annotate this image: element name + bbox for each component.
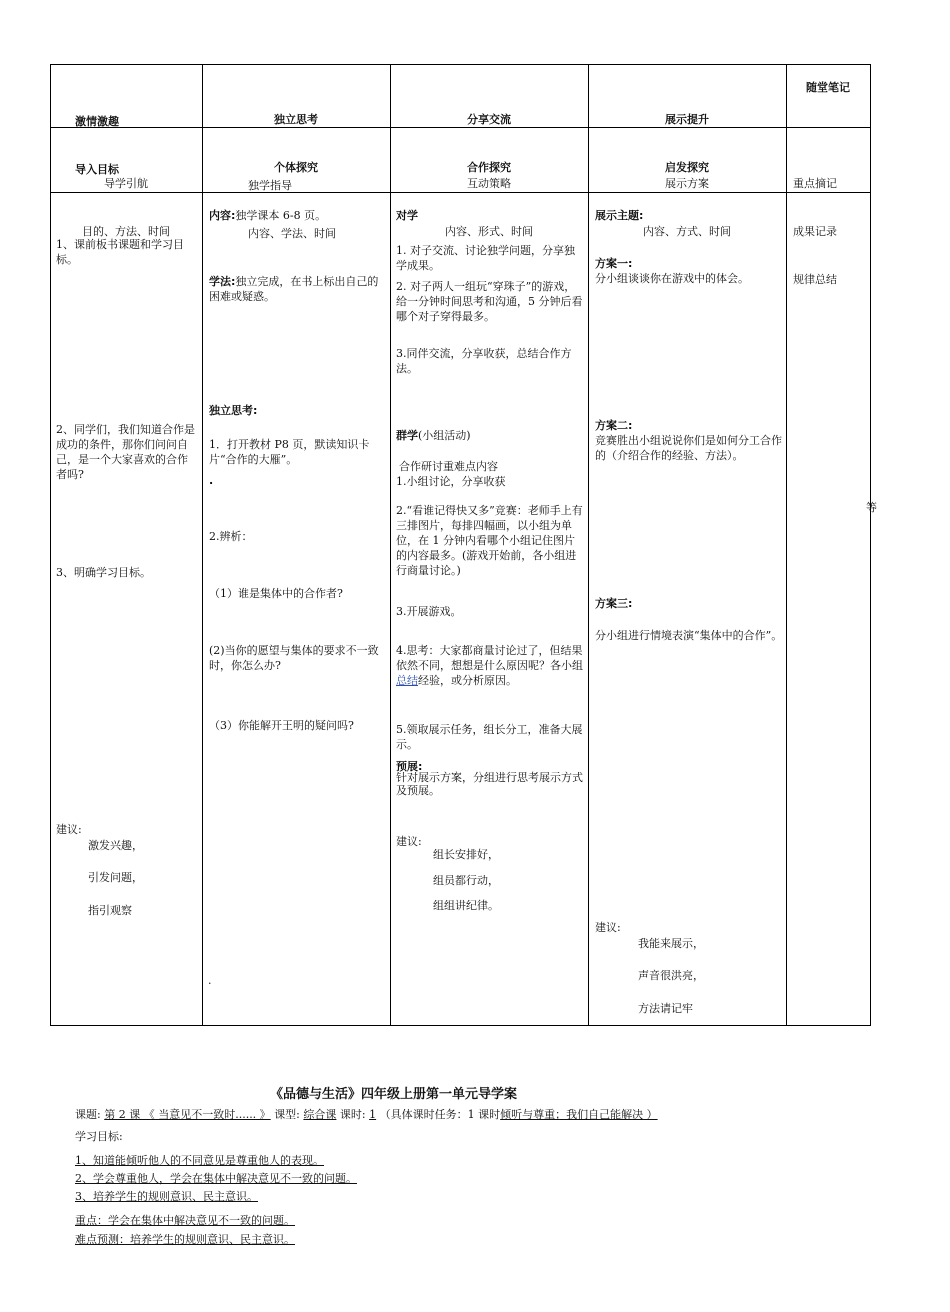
table-divider-col4	[786, 64, 787, 1026]
side-mark: 等	[866, 501, 877, 514]
col3-pair-label: 对学	[396, 209, 418, 222]
sub-col1-line1: 导学引航	[104, 177, 148, 190]
header-col4-line1: 展示提升	[665, 113, 709, 126]
col2-content	[209, 208, 385, 223]
header-col5: 随堂笔记	[806, 81, 850, 94]
col1-item2: 2、同学们，我们知道合作是成功的条件，那你们问问自己，是一个大家喜欢的合作者吗?	[56, 423, 195, 481]
col3-g0: 合作研讨重难点内容	[399, 460, 498, 473]
col3-advice-3: 组组讲纪律。	[433, 899, 499, 912]
sub-col4-line1: 展示方案	[665, 177, 709, 190]
col3-g4-text-b: 经验，或分析原因。	[418, 674, 517, 687]
col3-advice-1: 组长安排好，	[433, 848, 499, 861]
lesson-value: 第 2 课 《 当意见不一致时...... 》	[104, 1108, 271, 1121]
col4-theme-label: 展示主题:	[595, 209, 644, 222]
col2-q1: （1）谁是集体中的合作者?	[209, 587, 343, 600]
col2-content-text: 独学课本 6-8 页。	[235, 209, 327, 222]
tasks-value: 倾听与尊重；我们自己能解决 ）	[500, 1108, 658, 1121]
hours-value: 1	[369, 1108, 377, 1121]
col4-advice-2: 声音很洪亮，	[638, 969, 704, 982]
sub-col5-line1: 重点摘记	[793, 177, 837, 190]
header-col3-line2: 合作探究	[467, 161, 511, 174]
col3-pair3: 3.同伴交流，分享收获，总结合作方法。	[396, 347, 572, 375]
col2-method	[209, 274, 385, 304]
sub-col2-line2: 内容、学法、时间	[248, 227, 336, 240]
col1-advice-label: 建议:	[56, 823, 82, 836]
goals-label: 学习目标:	[75, 1130, 123, 1143]
table-border-bottom	[50, 1025, 871, 1026]
header-col1-line1: 激情激趣	[75, 115, 119, 128]
col3-pair2: 2. 对子两人一组玩“穿珠子”的游戏，给一分钟时间思考和沟通，5 分钟后看哪个对子穿得最多。	[396, 280, 583, 323]
col2-method-text: 独立完成，在书上标出自己的困难或疑惑。	[209, 275, 379, 303]
sub-col4	[588, 144, 786, 256]
col3-g4	[396, 643, 584, 688]
difficulty-point: 难点预测：培养学生的规则意识、民主意识。	[75, 1233, 295, 1246]
col4-advice-label: 建议:	[595, 921, 621, 934]
col1-trailing-dot: .	[208, 974, 212, 987]
sub-col5	[793, 144, 837, 304]
col2-q3: （3）你能解开王明的疑问吗?	[209, 719, 354, 732]
key-point: 重点：学会在集体中解决意见不一致的问题。	[75, 1214, 295, 1227]
hours-label: 课时:	[339, 1108, 366, 1121]
table-border-right	[870, 64, 871, 1026]
col1-advice-3: 指引观察	[88, 904, 132, 917]
col4-plan1: 分小组谈谈你在游戏中的体会。	[595, 272, 749, 285]
col3-pair1: 1. 对子交流、讨论独学问题，分享独学成果。	[396, 244, 575, 272]
col3-g3: 3.开展游戏。	[396, 605, 462, 618]
sub-col5-line3: 规律总结	[793, 273, 837, 286]
col4-advice-3: 方法请记牢	[638, 1002, 693, 1015]
col3-g2: 2.“看谁记得快又多”竞赛：老师手上有三排图片，每排四幅画，以小组为单位，在 1 分钟内看哪个小组记住图片的内容最多。(游戏开始前，各小组进行商量讨论。)	[396, 504, 583, 577]
col2-think2: 2.辨析：	[209, 530, 253, 543]
col4-advice-1: 我能来展示，	[638, 937, 704, 950]
col2-q2: (2)当你的愿望与集体的要求不一致时，你怎么办?	[209, 644, 379, 672]
col1-advice-1: 激发兴趣，	[88, 839, 143, 852]
col2-think1: 1．打开教材 P8 页，默读知识卡片“合作的大雁”。	[209, 438, 370, 466]
col3-group-sub: (小组活动)	[418, 429, 471, 442]
sub-col3	[390, 144, 588, 256]
col3-g4-text-a: 4.思考：大家都商量讨论过了，但结果依然不同，想想是什么原因呢？各小组	[396, 644, 583, 672]
col2-content-label: 内容:	[209, 209, 236, 222]
goal-2: 2、学会尊重他人，学会在集体中解决意见不一致的问题。	[75, 1172, 357, 1185]
col1-advice-2: 引发问题，	[88, 871, 143, 884]
header-col3-line1: 分享交流	[467, 113, 511, 126]
lesson-label: 课题:	[75, 1108, 101, 1121]
sub-col5-line2: 成果记录	[793, 225, 837, 238]
col4-plan2-label: 方案二:	[595, 419, 633, 432]
sub-col2	[248, 146, 336, 258]
sub-col3-line2: 内容、形式、时间	[445, 225, 533, 238]
lesson-info-line	[75, 1107, 658, 1122]
col4-plan3: 分小组进行情境表演“集体中的合作”。	[595, 629, 783, 642]
sub-col1-line2: 目的、方法、时间	[82, 225, 170, 238]
col2-method-label: 学法:	[209, 275, 236, 288]
goal-3: 3、培养学生的规则意识、民主意识。	[75, 1190, 258, 1203]
col3-advice-2: 组员都行动，	[433, 874, 499, 887]
type-value: 综合课	[303, 1108, 337, 1121]
col3-g5: 5.领取展示任务，组长分工，准备大展示。	[396, 723, 583, 751]
header-col4-line2: 启发探究	[665, 161, 709, 174]
header-col1-line2: 导入目标	[75, 163, 119, 176]
col3-g4-link[interactable]: 总结	[396, 674, 418, 687]
col4-plan1-label: 方案一:	[595, 257, 633, 270]
col3-group-label: 群学	[396, 429, 418, 442]
table-divider-col1	[202, 64, 203, 1026]
col2-think-dot: .	[209, 474, 214, 487]
col1-item3: 3、明确学习目标。	[56, 566, 151, 579]
col3-g1: 1.小组讨论，分享收获	[396, 475, 506, 488]
col4-plan2: 竞赛胜出小组说说你们是如何分工合作的（介绍合作的经验、方法）。	[595, 434, 782, 462]
type-label: 课型:	[274, 1108, 300, 1121]
sub-col2-line1: 独学指导	[248, 179, 292, 192]
col3-preview-label: 预展:	[396, 760, 423, 773]
col1-item1: 1、课前板书课题和学习目标。	[56, 238, 184, 266]
table-border-top	[50, 64, 871, 65]
header-col2-line2: 个体探究	[274, 161, 318, 174]
col3-advice-label: 建议:	[396, 835, 422, 848]
sub-col4-line2: 内容、方式、时间	[643, 225, 731, 238]
goal-1: 1、知道能倾听他人的不同意见是尊重他人的表现。	[75, 1154, 324, 1167]
tasks-prefix: （具体课时任务：1 课时	[379, 1108, 501, 1121]
document-title: 《品德与生活》四年级上册第一单元导学案	[270, 1087, 518, 1102]
header-col2-line1: 独立思考	[274, 113, 318, 126]
col4-plan3-label: 方案三:	[595, 597, 633, 610]
col3-preview: 针对展示方案，分组进行思考展示方式及预展。	[396, 771, 583, 797]
sub-col3-line1: 互动策略	[467, 177, 511, 190]
col2-think-label: 独立思考:	[209, 404, 258, 417]
col3-group-heading	[396, 428, 471, 443]
